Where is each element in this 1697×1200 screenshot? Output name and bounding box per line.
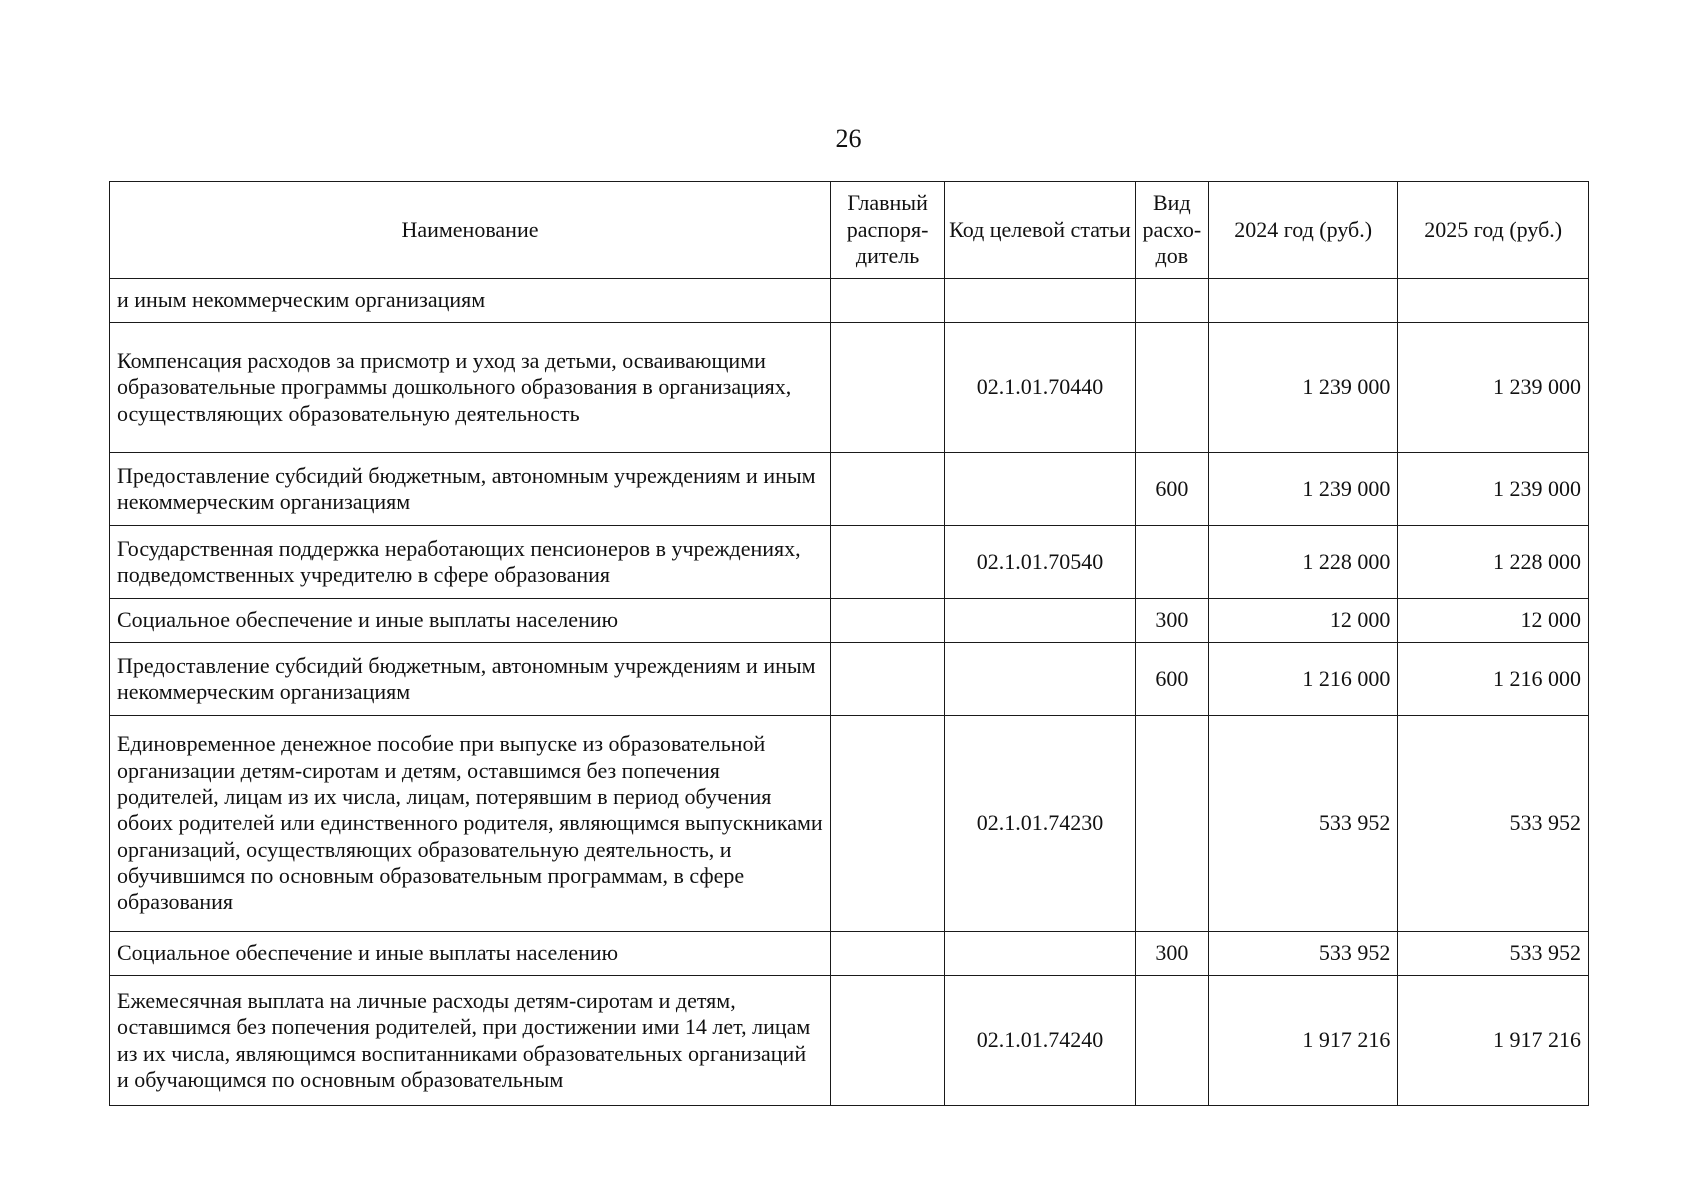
- row-2025-cell: 533 952: [1398, 716, 1589, 932]
- row-type-cell: [1135, 323, 1208, 453]
- row-name-cell: Предоставление субсидий бюджетным, автономным учреждениям и иным некоммерческим организациям: [110, 643, 831, 716]
- row-2025-cell: 1 239 000: [1398, 453, 1589, 526]
- row-2024-cell: 12 000: [1208, 599, 1398, 643]
- row-admin-cell: [830, 976, 944, 1106]
- row-code-cell: 02.1.01.70540: [945, 526, 1136, 599]
- row-2024-cell: 1 917 216: [1208, 976, 1398, 1106]
- row-type-cell: 600: [1135, 643, 1208, 716]
- row-2025-cell: 1 228 000: [1398, 526, 1589, 599]
- table-row: [110, 599, 1589, 643]
- row-2025-cell: 1 917 216: [1398, 976, 1589, 1106]
- row-2024-cell: 1 239 000: [1208, 453, 1398, 526]
- row-type-cell: [1135, 976, 1208, 1106]
- row-2024-cell: 1 228 000: [1208, 526, 1398, 599]
- table-row: [110, 932, 1589, 976]
- row-type-cell: 300: [1135, 932, 1208, 976]
- table-row: [110, 716, 1589, 932]
- header-2025: 2025 год (руб.): [1398, 182, 1589, 279]
- row-code-cell: [945, 279, 1136, 323]
- header-admin: Главный распоря-дитель: [830, 182, 944, 279]
- row-code-cell: [945, 599, 1136, 643]
- row-code-cell: [945, 453, 1136, 526]
- row-2025-cell: 1 239 000: [1398, 323, 1589, 453]
- table-row: [110, 323, 1589, 453]
- row-2024-cell: 533 952: [1208, 932, 1398, 976]
- row-name-cell: Государственная поддержка неработающих пенсионеров в учреждениях, подведомственных учредителю в сфере образования: [110, 526, 831, 599]
- row-type-cell: [1135, 716, 1208, 932]
- row-type-cell: [1135, 526, 1208, 599]
- row-code-cell: 02.1.01.74240: [945, 976, 1136, 1106]
- row-2024-cell: [1208, 279, 1398, 323]
- row-2025-cell: [1398, 279, 1589, 323]
- row-2024-cell: 1 216 000: [1208, 643, 1398, 716]
- row-admin-cell: [830, 932, 944, 976]
- row-name-cell: Компенсация расходов за присмотр и уход за детьми, осваивающими образовательные программы дошкольного образования в организациях, осуществляющих образовательную деятельность: [110, 323, 831, 453]
- row-name-cell: Социальное обеспечение и иные выплаты населению: [110, 932, 831, 976]
- table-row: [110, 453, 1589, 526]
- header-name: Наименование: [110, 182, 831, 279]
- row-2024-cell: 1 239 000: [1208, 323, 1398, 453]
- table-header-row: [110, 182, 1589, 279]
- row-2024-cell: 533 952: [1208, 716, 1398, 932]
- row-code-cell: 02.1.01.70440: [945, 323, 1136, 453]
- table-row: [110, 279, 1589, 323]
- row-type-cell: 300: [1135, 599, 1208, 643]
- row-type-cell: [1135, 279, 1208, 323]
- row-name-cell: Предоставление субсидий бюджетным, автономным учреждениям и иным некоммерческим организациям: [110, 453, 831, 526]
- row-code-cell: [945, 643, 1136, 716]
- header-type: Вид расхо-дов: [1135, 182, 1208, 279]
- row-name-cell: и иным некоммерческим организациям: [110, 279, 831, 323]
- row-name-cell: Ежемесячная выплата на личные расходы детям-сиротам и детям, оставшимся без попечения родителей, при достижении ими 14 лет, лицам из их числа, являющимся воспитанниками образовательных организаций и обучающимся по основным образовательным: [110, 976, 831, 1106]
- row-admin-cell: [830, 643, 944, 716]
- row-code-cell: 02.1.01.74230: [945, 716, 1136, 932]
- budget-table: [109, 181, 1589, 1106]
- row-name-cell: Социальное обеспечение и иные выплаты населению: [110, 599, 831, 643]
- table-row: [110, 526, 1589, 599]
- row-2025-cell: 533 952: [1398, 932, 1589, 976]
- table-body: [110, 279, 1589, 1106]
- row-admin-cell: [830, 526, 944, 599]
- row-admin-cell: [830, 279, 944, 323]
- table-row: [110, 643, 1589, 716]
- row-name-cell: Единовременное денежное пособие при выпуске из образовательной организации детям-сиротам и детям, оставшимся без попечения родителей, лицам из их числа, лицам, потерявшим в период обучения обоих родителей или единственного родителя, являющимся выпускниками организаций, осуществляющих образовательную деятельность, и обучившимся по основным образовательным программам, в сфере образования: [110, 716, 831, 932]
- row-2025-cell: 1 216 000: [1398, 643, 1589, 716]
- page-number: 26: [835, 124, 862, 153]
- table-row: [110, 976, 1589, 1106]
- row-2025-cell: 12 000: [1398, 599, 1589, 643]
- row-admin-cell: [830, 599, 944, 643]
- row-code-cell: [945, 932, 1136, 976]
- row-admin-cell: [830, 323, 944, 453]
- row-type-cell: 600: [1135, 453, 1208, 526]
- row-admin-cell: [830, 453, 944, 526]
- header-code: Код целевой статьи: [945, 182, 1136, 279]
- header-2024: 2024 год (руб.): [1208, 182, 1398, 279]
- row-admin-cell: [830, 716, 944, 932]
